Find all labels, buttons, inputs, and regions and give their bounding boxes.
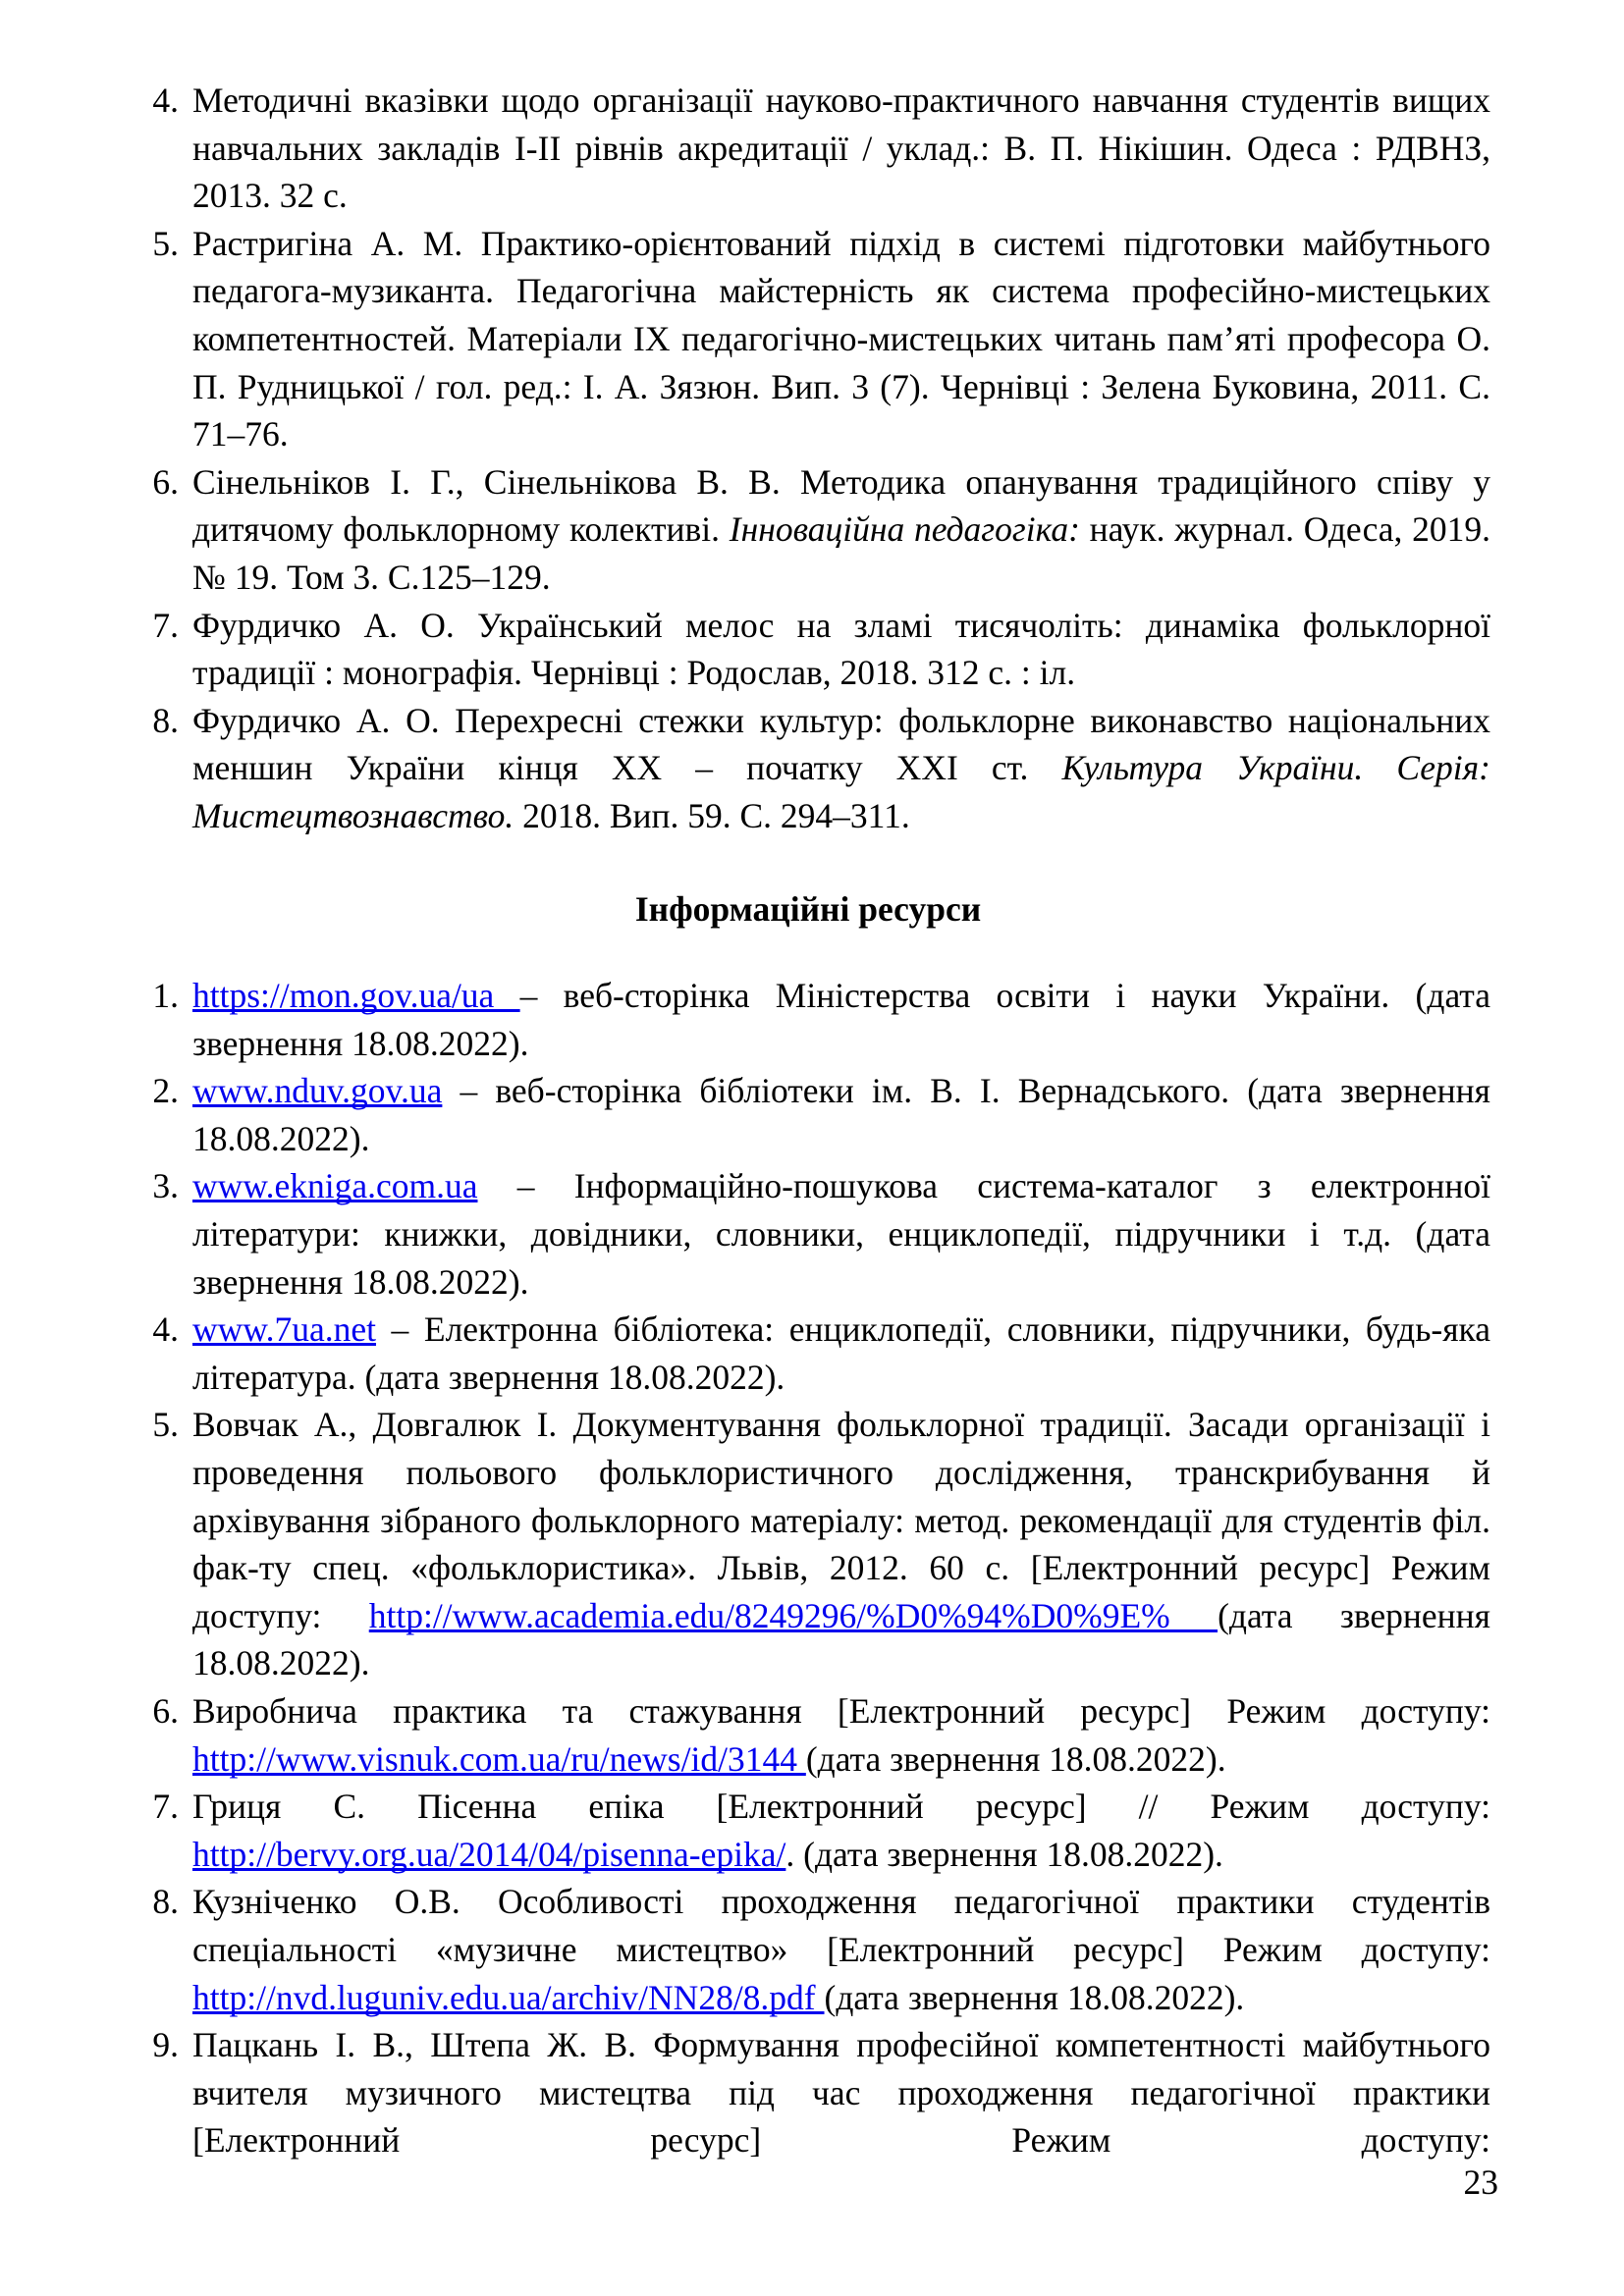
- reference-text-run: (дата звернення 18.08.2022).: [192, 1595, 1490, 1683]
- italic-title: Культура України. Серія: Мистецтвознавство.: [192, 748, 1490, 835]
- reference-item: [126, 1067, 1490, 1162]
- hyperlink[interactable]: www.7ua.net: [192, 1309, 376, 1350]
- reference-number: 5.: [152, 223, 179, 263]
- reference-text: [192, 697, 1490, 840]
- reference-text: [192, 458, 1490, 602]
- reference-item: [126, 458, 1490, 602]
- reference-number: 9.: [152, 2025, 179, 2065]
- reference-text-run: Фурдичко А. О. Український мелос на зламі тисячоліть: динаміка фольклорної традиції : монографія. Чернівці : Родослав, 2018. 312 с. : іл.: [192, 605, 1490, 693]
- reference-number: 7.: [152, 605, 179, 645]
- reference-text: [192, 1878, 1490, 2021]
- reference-text-run: Вовчак А., Довгалюк І. Документування фольклорної традиції. Засади організації і проведення польового фольклористичного дослідження, транскрибування й архівування зібраного фольклорного матеріалу: метод. рекомендації для студентів філ. фак-ту спец. «фольклористика». Львів, 2012. 60 с. [Електронний ресурс] Режим доступу:: [192, 1405, 1490, 1635]
- page-content: [126, 77, 1490, 2164]
- page-number: 23: [1463, 2163, 1498, 2202]
- reference-text-run: 2018. Вип. 59. С. 294–311.: [514, 795, 910, 835]
- reference-item: [126, 1783, 1490, 1878]
- reference-text: [192, 1306, 1490, 1401]
- reference-text-run: Методичні вказівки щодо організації науково-практичного навчання студентів вищих навчальних закладів І-ІІ рівнів акредитації / уклад.: В. П. Нікішин. Одеса : РДВНЗ, 2013. 32 с.: [192, 80, 1490, 216]
- reference-item: [126, 1687, 1490, 1783]
- reference-text-run: Растригіна А. М. Практико-орієнтований підхід в системі підготовки майбутнього педагога-музиканта. Педагогічна майстерність як система професійно-мистецьких компетентностей. Матеріали ІХ педагогічно-мистецьких читань пам’яті професора О. П. Рудницької / гол. ред.: І. А. Зязюн. Вип. 3 (7). Чернівці : Зелена Буковина, 2011. С. 71–76.: [192, 223, 1490, 454]
- reference-text-run: Гриця С. Пісенна епіка [Електронний ресурс] // Режим доступу:: [192, 1787, 1490, 1827]
- reference-text: [192, 2021, 1490, 2164]
- reference-number: 4.: [152, 80, 179, 120]
- reference-text: [192, 602, 1490, 697]
- reference-text-run: Кузніченко О.В. Особливості проходження педагогічної практики студентів спеціальності «музичне мистецтво» [Електронний ресурс] Режим доступу:: [192, 1882, 1490, 1969]
- reference-item: [126, 697, 1490, 840]
- reference-number: 6.: [152, 461, 179, 502]
- hyperlink[interactable]: http://www.visnuk.com.ua/ru/news/id/3144: [192, 1738, 806, 1779]
- hyperlink[interactable]: http://bervy.org.ua/2014/04/pisenna-epika/: [192, 1834, 786, 1874]
- reference-item: [126, 1306, 1490, 1401]
- reference-item: [126, 1401, 1490, 1687]
- reference-item: [126, 77, 1490, 220]
- reference-number: 4.: [152, 1309, 179, 1350]
- reference-number: 3.: [152, 1166, 179, 1206]
- section-heading-info-resources: Інформаційні ресурси: [634, 888, 982, 929]
- reference-text: [192, 972, 1490, 1067]
- reference-text: [192, 77, 1490, 220]
- reference-text: [192, 1162, 1490, 1306]
- reference-text: [192, 1687, 1490, 1783]
- reference-item: [126, 602, 1490, 697]
- reference-text-run: – веб-сторінка Міністерства освіти і науки України. (дата звернення 18.08.2022).: [192, 976, 1490, 1063]
- reference-text-run: наук. журнал. Одеса, 2019. № 19. Том 3. С.125–129.: [192, 509, 1491, 597]
- hyperlink[interactable]: www.nduv.gov.ua: [192, 1071, 443, 1111]
- reference-number: 7.: [152, 1787, 179, 1827]
- reference-item: [126, 972, 1490, 1067]
- reference-text: [192, 1783, 1490, 1878]
- reference-text-run: . (дата звернення 18.08.2022).: [785, 1834, 1223, 1874]
- reference-text-run: Фурдичко А. О. Перехресні стежки культур: фольклорне виконавство національних меншин України кінця ХХ – початку ХХІ ст.: [192, 700, 1490, 788]
- reference-number: 6.: [152, 1691, 179, 1731]
- reference-text: [192, 1067, 1490, 1162]
- reference-text-run: – веб-сторінка бібліотеки ім. В. І. Вернадського. (дата звернення 18.08.2022).: [192, 1071, 1490, 1158]
- reference-text-run: Пацкань І. В., Штепа Ж. В. Формування професійної компетентності майбутнього вчителя музичного мистецтва під час проходження педагогічної практики [Електронний ресурс] Режим доступу:: [192, 2025, 1490, 2161]
- info-resources-reference-list: [126, 972, 1490, 2164]
- reference-text: [192, 220, 1490, 458]
- reference-number: 8.: [152, 1882, 179, 1922]
- literature-reference-list: [126, 77, 1490, 840]
- reference-number: 5.: [152, 1405, 179, 1445]
- reference-text-run: Сінельніков І. Г., Сінельнікова В. В. Методика опанування традиційного співу у дитячому фольклорному колективі.: [192, 461, 1490, 550]
- reference-item: [126, 2021, 1490, 2164]
- reference-number: 1.: [152, 976, 179, 1016]
- reference-item: [126, 1162, 1490, 1306]
- hyperlink[interactable]: http://www.academia.edu/8249296/%D0%94%D0%9E%: [368, 1595, 1218, 1635]
- hyperlink[interactable]: http://nvd.luguniv.edu.ua/archiv/NN28/8.pdf: [192, 1977, 825, 2017]
- reference-number: 2.: [152, 1071, 179, 1111]
- reference-number: 8.: [152, 700, 179, 740]
- reference-item: [126, 220, 1490, 458]
- reference-text-run: – Електронна бібліотека: енциклопедії, словники, підручники, будь-яка література. (дата звернення 18.08.2022).: [192, 1309, 1490, 1397]
- reference-text: [192, 1401, 1490, 1687]
- reference-item: [126, 1878, 1490, 2021]
- reference-text-run: – Інформаційно-пошукова система-каталог з електронної літератури: книжки, довідники, словники, енциклопедії, підручники і т.д. (дата звернення 18.08.2022).: [192, 1166, 1490, 1302]
- hyperlink[interactable]: https://mon.gov.ua/ua: [192, 976, 520, 1016]
- reference-text-run: Виробнича практика та стажування [Електронний ресурс] Режим доступу:: [192, 1691, 1490, 1731]
- reference-text-run: (дата звернення 18.08.2022).: [805, 1738, 1226, 1779]
- hyperlink[interactable]: www.ekniga.com.ua: [192, 1166, 478, 1206]
- italic-title: Інноваційна педагогіка:: [729, 509, 1080, 550]
- reference-text-run: (дата звернення 18.08.2022).: [824, 1977, 1245, 2017]
